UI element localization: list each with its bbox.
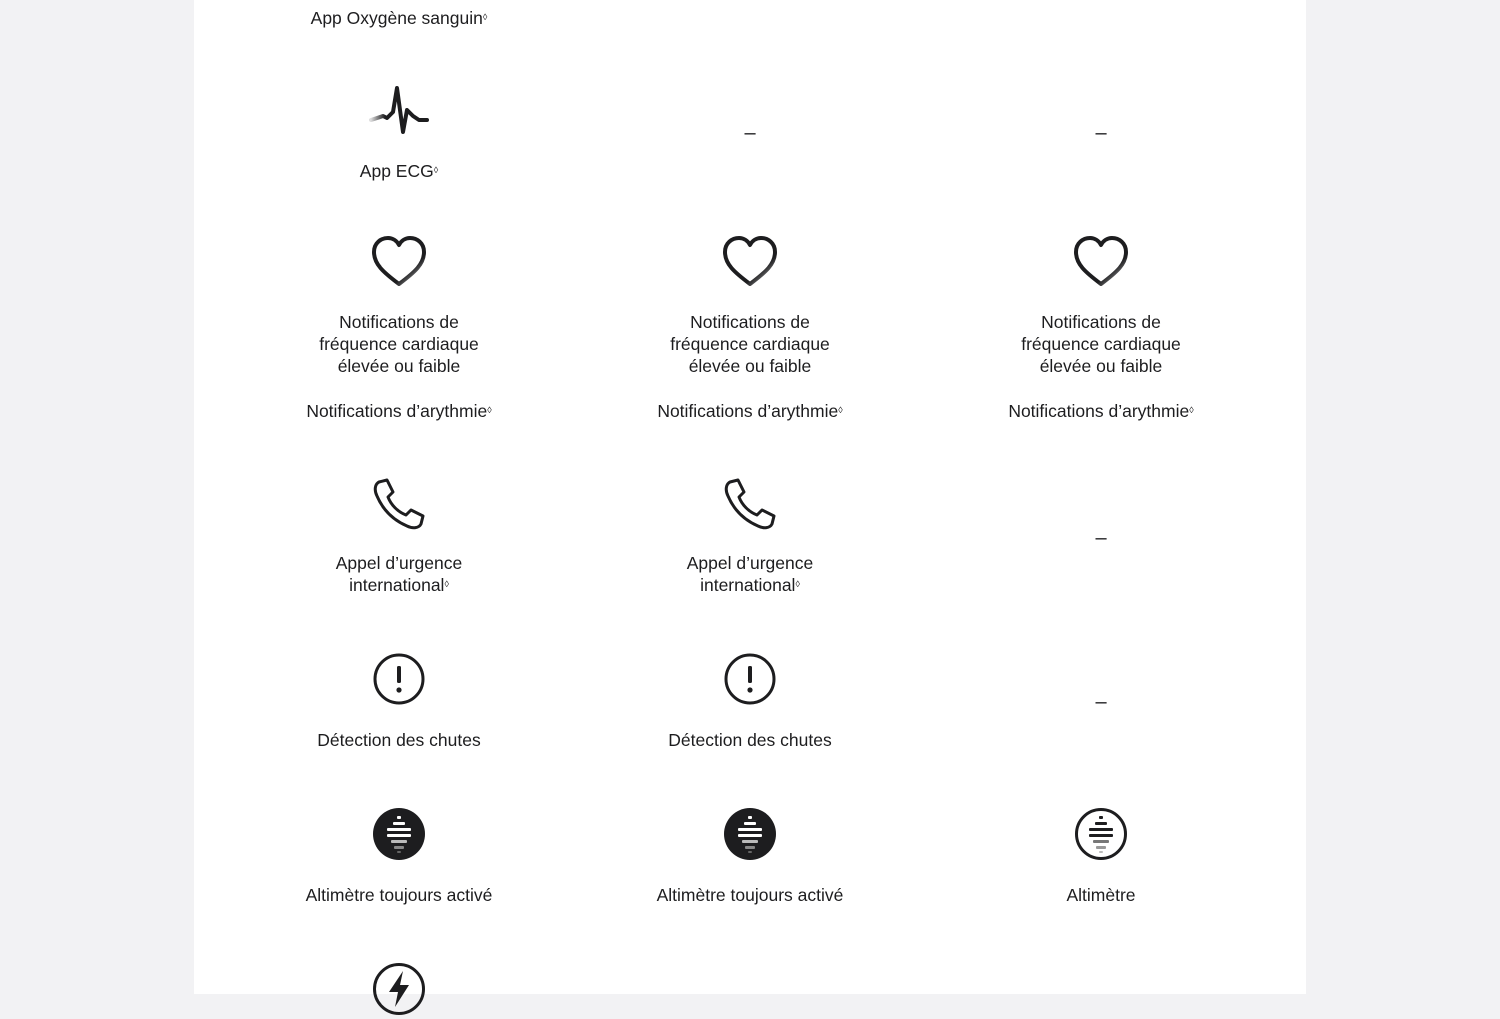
arrhythmia-notifications-label: Notifications d’arythmie◊	[657, 401, 843, 421]
altimeter-outline-icon	[1071, 804, 1131, 864]
emergency-call-unavailable-col3: –	[1095, 527, 1107, 549]
arrhythmia-notifications-label: Notifications d’arythmie◊	[1008, 401, 1194, 421]
fall-detection-label: Détection des chutes	[668, 730, 832, 750]
heart-rate-notifications-label: Notifications de fréquence cardiaque élevée ou faible	[319, 312, 479, 376]
blood-oxygen-label: App Oxygène sanguin◊	[310, 8, 488, 28]
heart-icon	[720, 232, 780, 292]
fall-detection-unavailable-col3: –	[1095, 691, 1107, 713]
heart-icon	[1071, 232, 1131, 292]
altimeter-filled-icon	[369, 804, 429, 864]
emergency-call-label: Appel d’urgence international◊	[335, 553, 463, 595]
ecg-waveform-icon	[369, 80, 429, 140]
ecg-unavailable-col3: –	[1095, 122, 1107, 144]
exclamation-circle-icon	[369, 649, 429, 709]
emergency-call-label: Appel d’urgence international◊	[686, 553, 814, 595]
fall-detection-label: Détection des chutes	[317, 730, 481, 750]
altimeter-always-on-label: Altimètre toujours activé	[656, 885, 844, 905]
ecg-unavailable-col2: –	[744, 122, 756, 144]
phone-icon	[369, 474, 429, 534]
altimeter-label: Altimètre	[1066, 885, 1136, 905]
ecg-label: App ECG◊	[359, 161, 439, 181]
altimeter-always-on-label: Altimètre toujours activé	[305, 885, 493, 905]
exclamation-circle-icon	[720, 649, 780, 709]
altimeter-filled-icon	[720, 804, 780, 864]
heart-rate-notifications-label: Notifications de fréquence cardiaque élevée ou faible	[670, 312, 830, 376]
arrhythmia-notifications-label: Notifications d’arythmie◊	[306, 401, 492, 421]
phone-icon	[720, 474, 780, 534]
heart-rate-notifications-label: Notifications de fréquence cardiaque élevée ou faible	[1021, 312, 1181, 376]
lightning-bolt-icon	[369, 959, 429, 1019]
heart-icon	[369, 232, 429, 292]
